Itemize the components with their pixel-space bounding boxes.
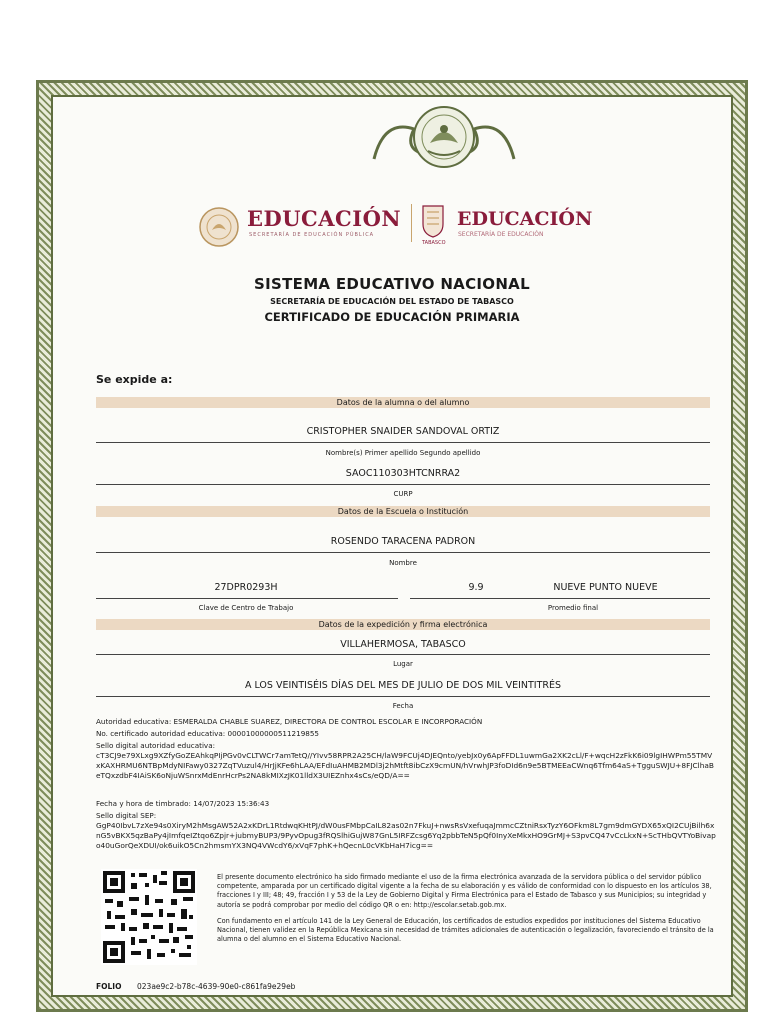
national-coat-of-arms-icon bbox=[354, 97, 534, 175]
issued-to-label: Se expide a: bbox=[96, 373, 173, 386]
cct-caption: Clave de Centro de Trabajo bbox=[198, 604, 294, 612]
institution-logos bbox=[53, 200, 731, 246]
title-line-3: CERTIFICADO DE EDUCACIÓN PRIMARIA bbox=[264, 310, 520, 324]
authority-seal-value: cT3CJ9e79XLxg9XZfyGoZEAhkqPIjPGv0vCLTWCr7amTetQ//YIvv58RPR2A25CH/laW9FCUj4DJEQnto/yebJx0y6ApFFDL1uwmGa2XK2cLl/F+wqcH2zFkK6i09lgIHWPm55TMVxKAXHRMU6NTBpMdyNIFawy0327ZqTVuzul4/HrJjKFe6hLAA/EFdIuAHMB2MDl3j2hMtft8ibCzX9cmUN/hVrwhJP3foDId6n9e5BTMEEaCWnq6Tfm64aS+TgguSWJU+8FJClhaBeTQxzdbF4IAiSK6oNjuWSnrxMdEnrHcrPs2NA8kMIXzJK01lldX3UIEZnhx4sCs/eQD/A== bbox=[96, 751, 714, 780]
sep-logo-wordmark: EDUCACIÓN bbox=[247, 206, 402, 231]
cert-number-label: No. certificado autoridad educativa: bbox=[96, 729, 226, 738]
folio-label: FOLIO bbox=[96, 982, 122, 991]
sep-seal-value: GgP40IbvL7zXe94s0XiryM2hMsgAW52A2xKDrL1RtdwqKHtPJ/dW0usFMbpCaIL82as02n7FkuJ+nwsRsVxefuqaJmmcCZtniRsxTyzY6OFkm8L7gm9dmGYDX65xQI2CUjBilh6xnG5vBKX5qzBaPy4jImfqeIZtqo6Zpjr+jubmyBUP3/9PyvOpug3fRQSlhiGujW87GnL5IRFZcsg6Yq2pbbTeN5pQf0InyXeMkxHO9GrMJ+S3pvCQ47vCcLkxN+ScTHbQVTYoBivapo40uGorQeXDUI/ok6uikO5Cn2hmsmYX3NQ4VWcdY6/xVqF7phK+hQecnL0cVKbHaH7icg== bbox=[96, 821, 716, 850]
issue-date: A LOS VEINTISÉIS DÍAS DEL MES DE JULIO DE DOS MIL VEINTITRÉS bbox=[244, 680, 562, 691]
divider bbox=[96, 442, 710, 443]
final-average: 9.9 bbox=[468, 582, 484, 593]
cert-number-line bbox=[96, 729, 319, 739]
issue-section-header: Datos de la expedición y firma electrónica bbox=[96, 619, 710, 630]
title-line-2: SECRETARÍA DE EDUCACIÓN DEL ESTADO DE TABASCO bbox=[270, 297, 514, 306]
setab-logo-wordmark: EDUCACIÓN bbox=[457, 208, 593, 230]
curp-caption: CURP bbox=[393, 490, 413, 498]
student-name: CRISTOPHER SNAIDER SANDOVAL ORTIZ bbox=[306, 426, 500, 437]
sep-logo-subtitle: SECRETARÍA DE EDUCACIÓN PÚBLICA bbox=[249, 232, 375, 238]
divider bbox=[96, 552, 710, 553]
school-name: ROSENDO TARACENA PADRON bbox=[330, 536, 476, 547]
stamp-line bbox=[96, 799, 269, 809]
school-name-caption: Nombre bbox=[389, 559, 417, 567]
authority-label: Autoridad educativa: bbox=[96, 717, 172, 726]
title-line-1: SISTEMA EDUCATIVO NACIONAL bbox=[254, 275, 530, 293]
issue-place: VILLAHERMOSA, TABASCO bbox=[340, 639, 466, 650]
date-caption: Fecha bbox=[392, 702, 414, 710]
student-curp: SAOC110303HTCNRRA2 bbox=[345, 468, 461, 479]
student-name-caption: Nombre(s) Primer apellido Segundo apellido bbox=[325, 449, 481, 457]
authority-line bbox=[96, 717, 482, 727]
legal-paragraph-1: El presente documento electrónico ha sido firmado mediante el uso de la firma electrónica avanzada de la servidora pública o del servidor público competente, amparada por un certificado digital vigente a la fecha de su elaboración y es válido de conformidad con lo dispuesto en los artículos 38, fracciones I y III; 48; 49, fracción I y 53 de la Ley de Gobierno Digital y Firma Electrónica para el Estado de Tabasco y sus Municipios; su integridad y autoría se podrá comprobar por medio del código QR o en: http://escolar.setab.gob.mx. bbox=[217, 873, 712, 909]
folio-value: 023ae9c2-b78c-4639-90e0-c861fa9e29eb bbox=[137, 982, 296, 991]
legal-paragraph-2: Con fundamento en el artículo 141 de la Ley General de Educación, los certificados de estudios expedidos por instituciones del Sistema Educativo Nacional, tienen validez en la República Mexicana sin necesidad de trámites adicionales de autenticación o legalización, favoreciendo el tránsito de la alumna o del alumno en el Sistema Educativo Nacional. bbox=[217, 917, 714, 944]
school-cct: 27DPR0293H bbox=[214, 582, 278, 593]
divider bbox=[96, 598, 398, 599]
student-section-header: Datos de la alumna o del alumno bbox=[96, 397, 710, 408]
divider bbox=[96, 484, 710, 485]
decorative-border bbox=[36, 80, 748, 1012]
qr-code-icon[interactable] bbox=[101, 869, 197, 965]
authority-value: ESMERALDA CHABLE SUAREZ, DIRECTORA DE CONTROL ESCOLAR E INCORPORACIÓN bbox=[173, 717, 483, 726]
school-section-header: Datos de la Escuela o Institución bbox=[96, 506, 710, 517]
certificate-sheet bbox=[51, 95, 733, 997]
stamp-label: Fecha y hora de timbrado: bbox=[96, 799, 191, 808]
final-average-words: NUEVE PUNTO NUEVE bbox=[553, 582, 658, 593]
cert-number-value: 00001000000511219855 bbox=[227, 729, 319, 738]
divider bbox=[96, 654, 710, 655]
place-caption: Lugar bbox=[393, 660, 413, 668]
tabasco-label: TABASCO bbox=[422, 240, 446, 246]
authority-seal-label: Sello digital autoridad educativa: bbox=[96, 741, 216, 750]
sep-seal-icon bbox=[198, 206, 240, 248]
average-caption: Promedio final bbox=[547, 604, 599, 612]
document-title bbox=[53, 275, 731, 324]
tabasco-shield-icon bbox=[421, 204, 445, 238]
logo-divider bbox=[411, 204, 412, 242]
divider bbox=[96, 696, 710, 697]
stamp-value: 14/07/2023 15:36:43 bbox=[193, 799, 270, 808]
setab-logo-subtitle: SECRETARÍA DE EDUCACIÓN bbox=[458, 231, 544, 238]
sep-seal-label: Sello digital SEP: bbox=[96, 811, 157, 820]
divider bbox=[410, 598, 710, 599]
